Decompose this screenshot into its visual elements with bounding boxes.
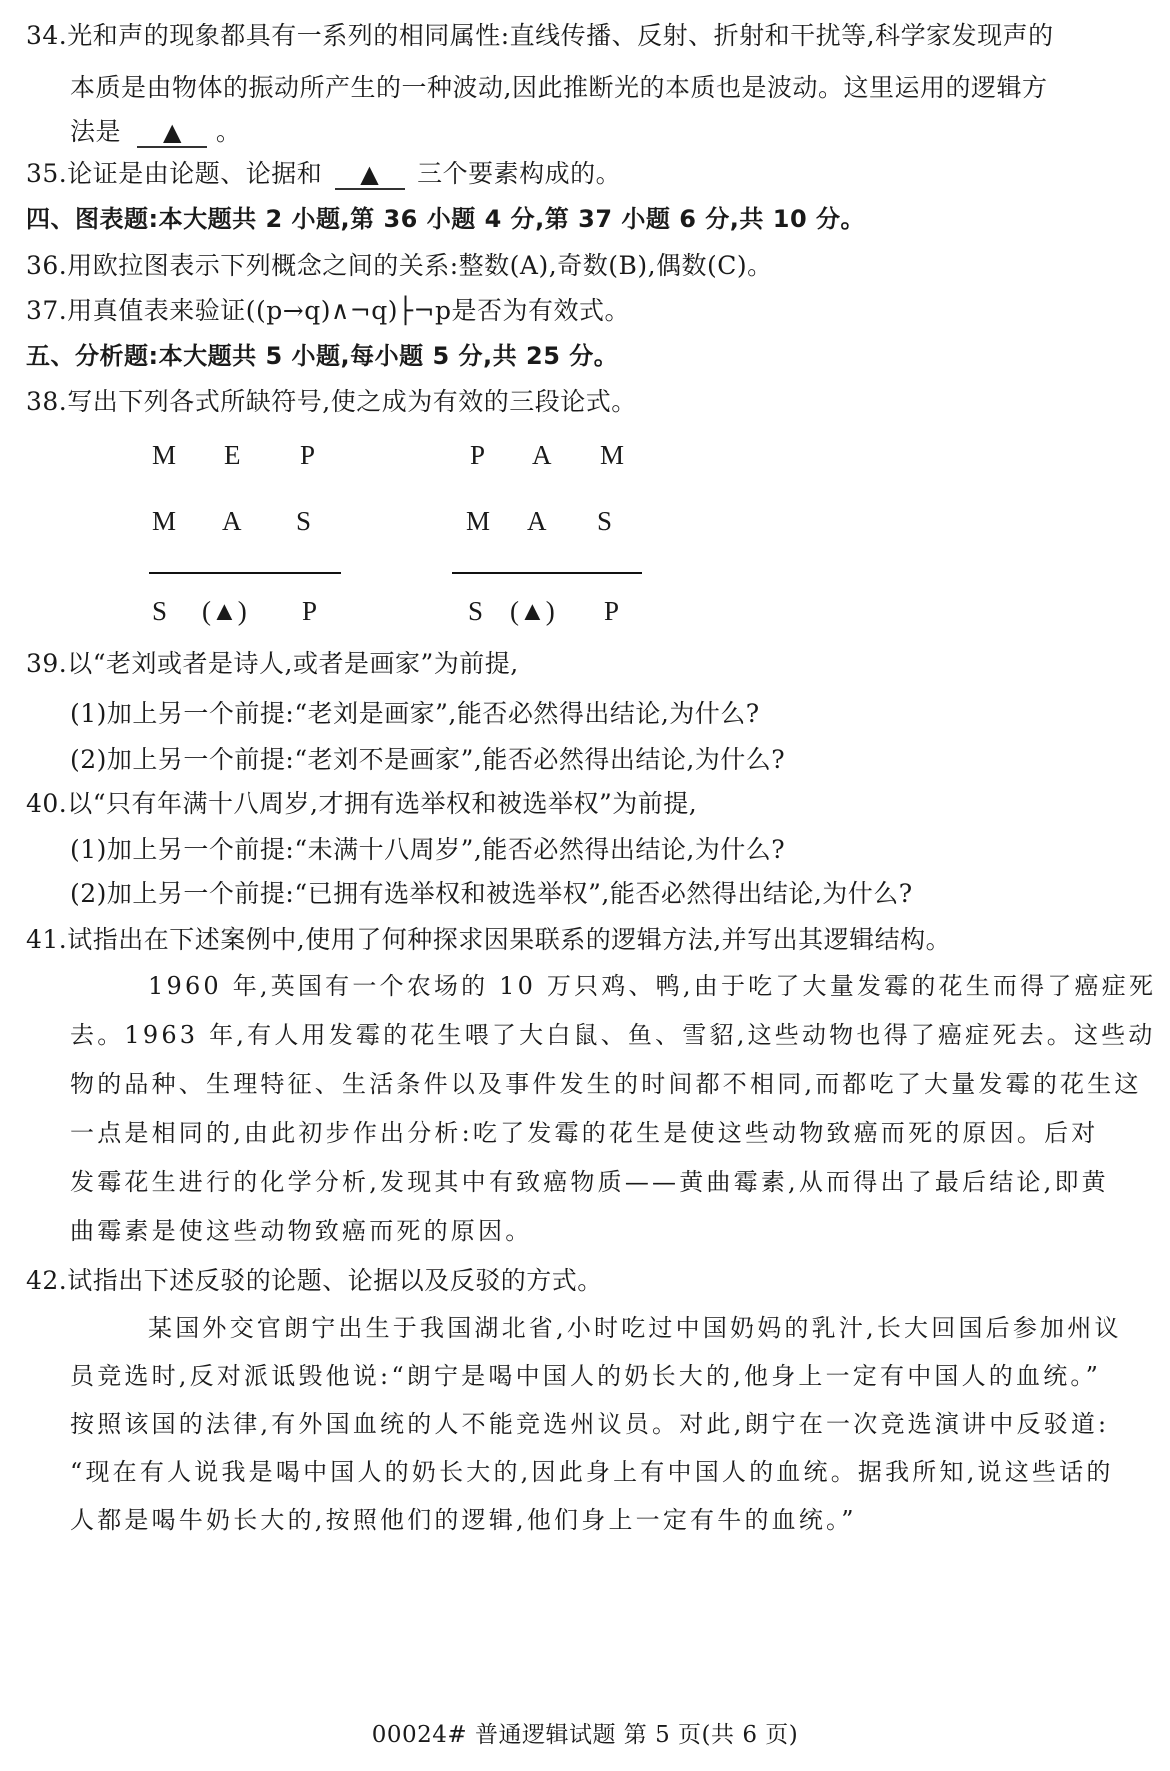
term: M <box>600 440 625 470</box>
question-34-prefix: 法是 <box>70 117 122 146</box>
term: A <box>222 506 242 536</box>
case-paragraph-line: 一点是相同的,由此初步作出分析:吃了发霉的花生是使这些动物致癌而死的原因。后对 <box>70 1119 1099 1147</box>
case-paragraph-line: 员竞选时,反对派诋毁他说:“朗宁是喝中国人的奶长大的,他身上一定有中国人的血统。” <box>70 1362 1102 1390</box>
question-36: 36.用欧拉图表示下列概念之间的关系:整数(A),奇数(B),偶数(C)。 <box>26 251 773 280</box>
question-41: 41.试指出在下述案例中,使用了何种探求因果联系的逻辑方法,并写出其逻辑结构。 <box>26 925 952 954</box>
triangle-icon: ▲ <box>360 160 380 188</box>
question-40-sub-2: (2)加上另一个前提:“已拥有选举权和被选举权”,能否必然得出结论,为什么? <box>70 879 913 908</box>
question-35-suffix: 三个要素构成的。 <box>417 159 622 188</box>
term: S <box>296 506 312 536</box>
case-paragraph-line: 去。1963 年,有人用发霉的花生喂了大白鼠、鱼、雪貂,这些动物也得了癌症死去。这些动 <box>70 1021 1156 1049</box>
question-39-sub-2: (2)加上另一个前提:“老刘不是画家”,能否必然得出结论,为什么? <box>70 745 786 774</box>
term: M <box>152 440 177 470</box>
question-37: 37.用真值表来验证((p→q)∧¬q)├¬p是否为有效式。 <box>26 296 630 325</box>
term: P <box>302 596 318 626</box>
page-footer: 00024# 普通逻辑试题 第 5 页(共 6 页) <box>371 1722 799 1748</box>
question-38: 38.写出下列各式所缺符号,使之成为有效的三段论式。 <box>26 387 637 416</box>
term: P <box>470 440 486 470</box>
question-35 <box>26 158 621 190</box>
case-paragraph-line: 人都是喝牛奶长大的,按照他们的逻辑,他们身上一定有牛的血统。” <box>70 1506 857 1534</box>
question-40: 40.以“只有年满十八周岁,才拥有选举权和被选举权”为前提, <box>26 789 698 818</box>
question-40-sub-1: (1)加上另一个前提:“未满十八周岁”,能否必然得出结论,为什么? <box>70 835 786 864</box>
term: M <box>466 506 491 536</box>
section-4-heading: 四、图表题:本大题共 2 小题,第 36 小题 4 分,第 37 小题 6 分,共 10 分。 <box>26 205 866 233</box>
answer-blank <box>137 118 207 148</box>
question-34-line-2: 本质是由物体的振动所产生的一种波动,因此推断光的本质也是波动。这里运用的逻辑方 <box>70 73 1048 102</box>
question-34-suffix: 。 <box>215 117 242 146</box>
missing-symbol: (▲) <box>510 596 555 626</box>
conclusion-rule <box>452 572 642 574</box>
missing-symbol: (▲) <box>202 596 247 626</box>
question-35-prefix: 35.论证是由论题、论据和 <box>26 159 323 188</box>
term: E <box>224 440 241 470</box>
case-paragraph-line: 物的品种、生理特征、生活条件以及事件发生的时间都不相同,而都吃了大量发霉的花生这 <box>70 1070 1142 1098</box>
answer-blank <box>335 160 405 190</box>
case-paragraph-line: 1960 年,英国有一个农场的 10 万只鸡、鸭,由于吃了大量发霉的花生而得了癌症死 <box>148 972 1157 1000</box>
conclusion-rule <box>149 572 341 574</box>
question-34-line-1: 34.光和声的现象都具有一系列的相同属性:直线传播、反射、折射和干扰等,科学家发现声的 <box>26 21 1054 50</box>
term: M <box>152 506 177 536</box>
question-34-line-3 <box>70 116 241 148</box>
term: S <box>152 596 168 626</box>
question-42: 42.试指出下述反驳的论题、论据以及反驳的方式。 <box>26 1266 603 1295</box>
case-paragraph-line: 发霉花生进行的化学分析,发现其中有致癌物质——黄曲霉素,从而得出了最后结论,即黄 <box>70 1168 1109 1196</box>
term: S <box>597 506 613 536</box>
case-paragraph-line: 按照该国的法律,有外国血统的人不能竞选州议员。对此,朗宁在一次竞选演讲中反驳道: <box>70 1410 1110 1438</box>
section-5-heading: 五、分析题:本大题共 5 小题,每小题 5 分,共 25 分。 <box>26 342 619 370</box>
case-paragraph-line: 曲霉素是使这些动物致癌而死的原因。 <box>70 1217 533 1245</box>
case-paragraph-line: 某国外交官朗宁出生于我国湖北省,小时吃过中国奶妈的乳汁,长大回国后参加州议 <box>148 1314 1122 1342</box>
question-39-sub-1: (1)加上另一个前提:“老刘是画家”,能否必然得出结论,为什么? <box>70 699 760 728</box>
triangle-icon: ▲ <box>162 118 182 146</box>
case-paragraph-line: “现在有人说我是喝中国人的奶长大的,因此身上有中国人的血统。据我所知,说这些话的 <box>70 1458 1114 1486</box>
term: A <box>527 506 547 536</box>
question-39: 39.以“老刘或者是诗人,或者是画家”为前提, <box>26 649 519 678</box>
term: S <box>468 596 484 626</box>
term: A <box>532 440 552 470</box>
term: P <box>300 440 316 470</box>
term: P <box>604 596 620 626</box>
